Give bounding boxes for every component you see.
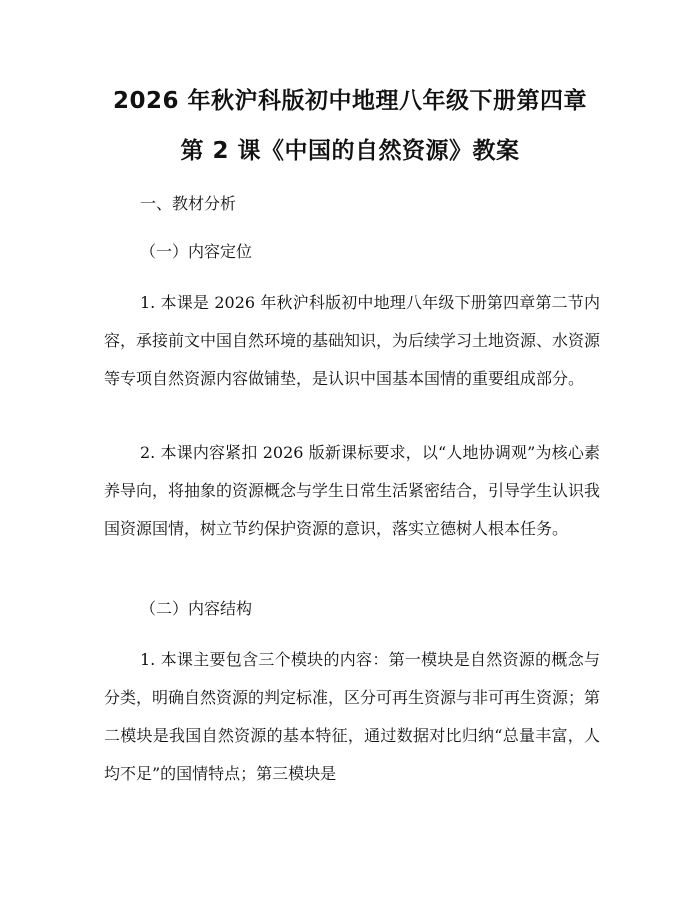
subsection-heading-content-positioning: （一）内容定位 bbox=[140, 242, 253, 261]
paragraph-positioning-2: 2. 本课内容紧扣 2026 版新课标要求，以“人地协调观”为核心素养导向，将抽象的资源概念与学生日常生活紧密结合，引导学生认识我国资源国情，树立节约保护资源的意识，落实立德树人根本任务。 bbox=[104, 443, 601, 538]
section-heading-textbook-analysis: 一、教材分析 bbox=[140, 194, 237, 213]
document-title-line-1: 2026 年秋沪科版初中地理八年级下册第四章 bbox=[112, 88, 588, 114]
document-title-line-2: 第 2 课《中国的自然资源》教案 bbox=[180, 138, 520, 164]
paragraph-positioning-1: 1. 本课是 2026 年秋沪科版初中地理八年级下册第四章第二节内容，承接前文中国自然环境的基础知识，为后续学习土地资源、水资源等专项自然资源内容做铺垫，是认识中国基本国情的重要组成部分。 bbox=[104, 293, 601, 388]
paragraph-structure-1: 1. 本课主要包含三个模块的内容：第一模块是自然资源的概念与分类，明确自然资源的判定标准，区分可再生资源与非可再生资源；第二模块是我国自然资源的基本特征，通过数据对比归纳“总量丰富，人均不足”的国情特点；第三模块是 bbox=[104, 650, 601, 783]
subsection-heading-content-structure: （二）内容结构 bbox=[140, 599, 253, 618]
